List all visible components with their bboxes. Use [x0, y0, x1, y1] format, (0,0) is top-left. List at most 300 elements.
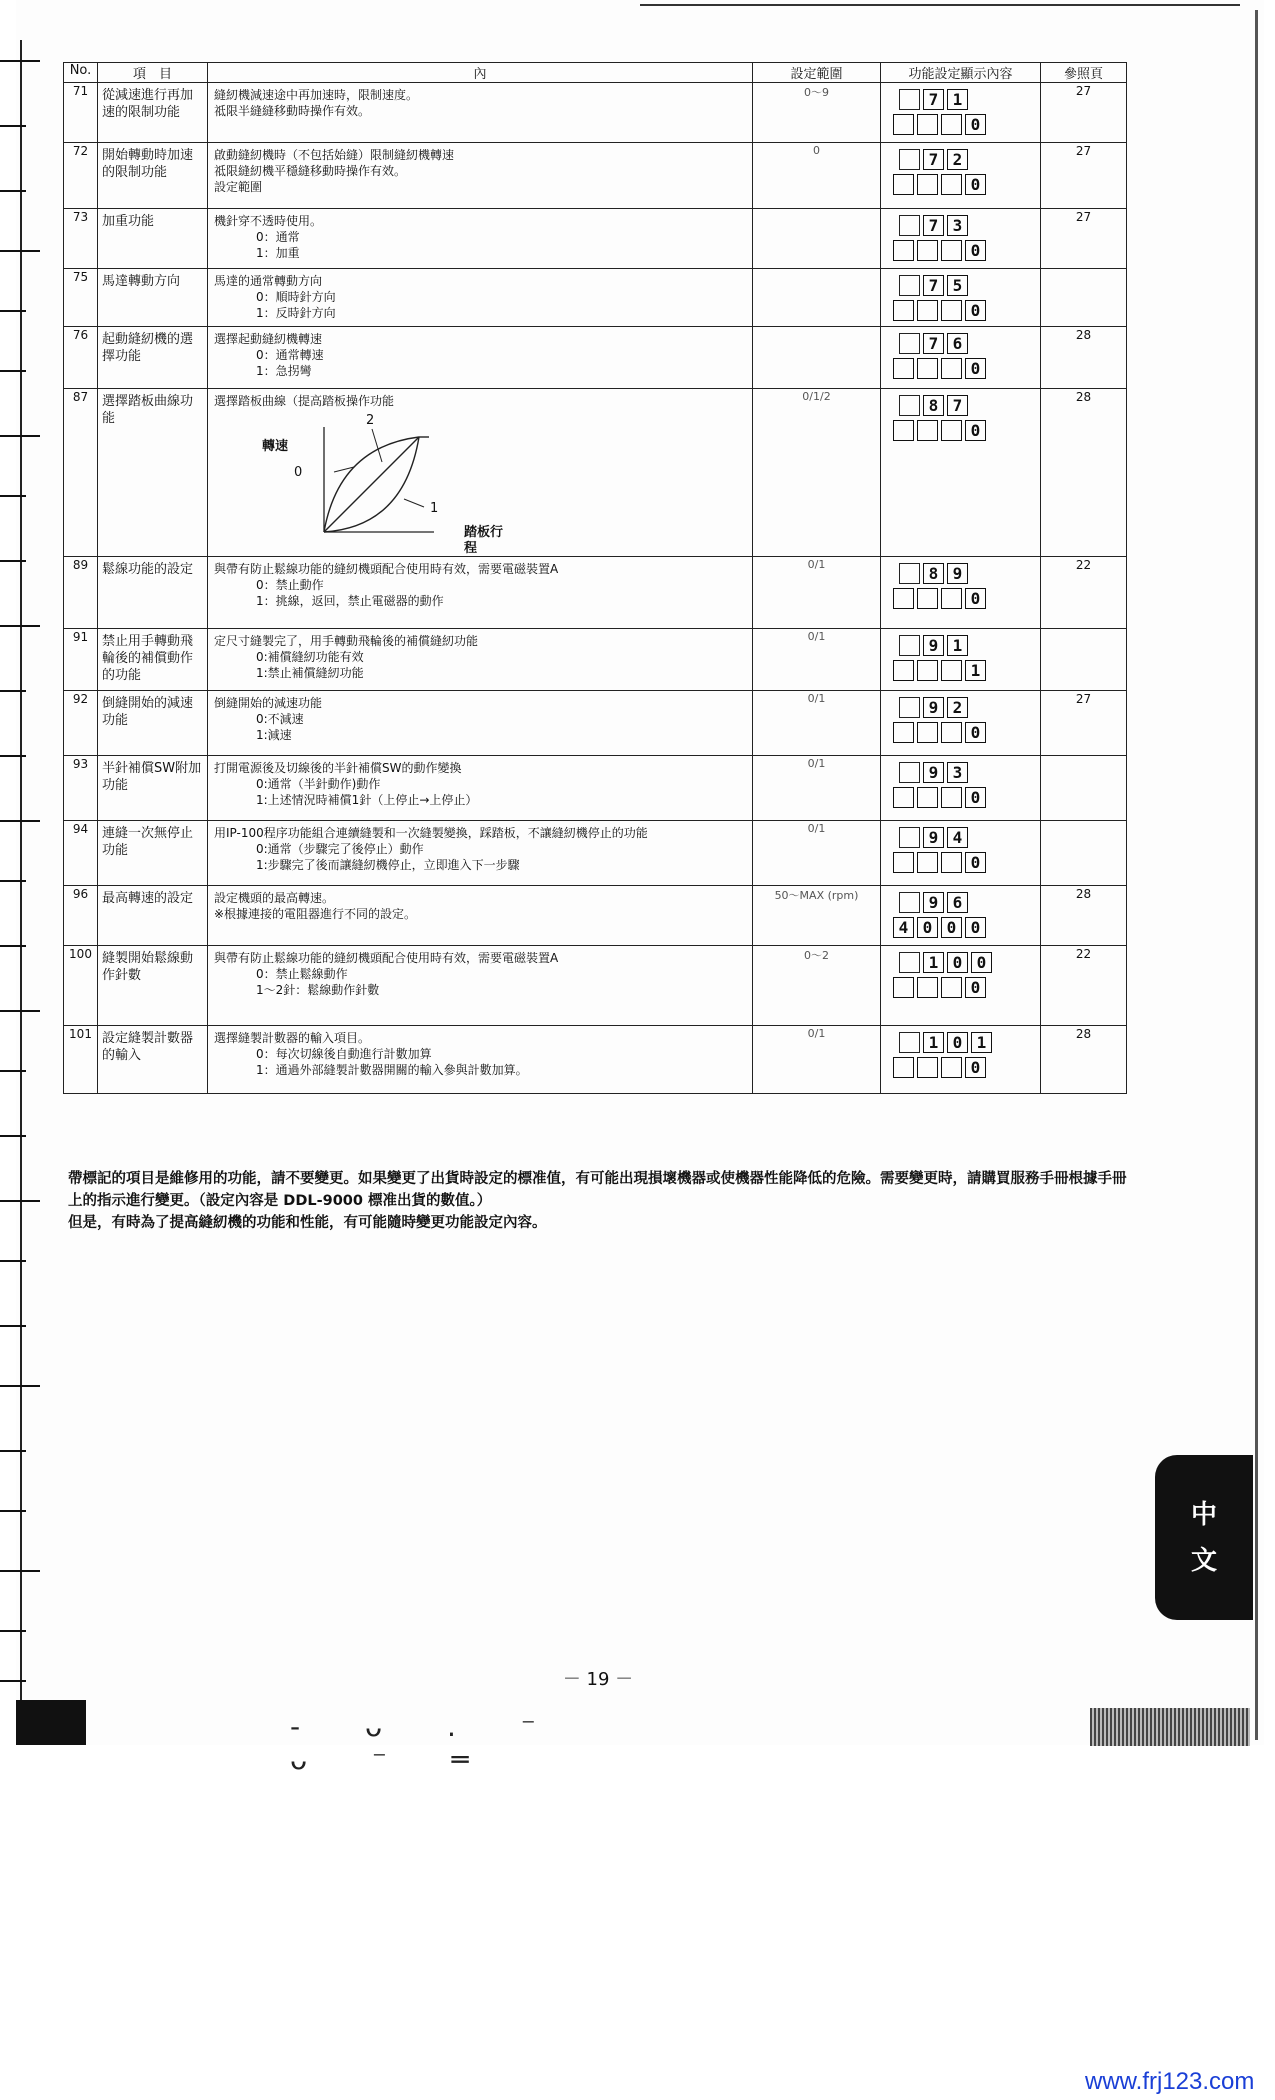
display-digit: 7	[923, 215, 944, 236]
option-line: 1：加重	[256, 246, 300, 260]
scan-artifact-right	[1090, 1708, 1250, 1746]
display-digit: 4	[893, 917, 914, 938]
row-content	[208, 327, 753, 389]
display-box-empty	[893, 977, 914, 998]
row-item: 縫製開始鬆線動作針數	[98, 946, 208, 1026]
content-line: 機針穿不透時使用。	[214, 214, 323, 228]
display-value-row	[893, 174, 1040, 195]
row-item: 禁止用手轉動飛輪後的補償動作的功能	[98, 629, 208, 691]
function-settings-table	[63, 62, 1127, 1094]
display-digit: 0	[941, 917, 962, 938]
option-line: 0:通常（半針動作)動作	[256, 777, 381, 791]
display-digit: 0	[947, 952, 968, 973]
display-box-empty	[893, 722, 914, 743]
display-digit: 9	[923, 635, 944, 656]
content-line: 倒縫開始的減速功能	[214, 696, 323, 710]
curve-0-label: 0	[294, 465, 303, 480]
content-line: 打開電源後及切線後的半針補償SW的動作變換	[214, 761, 462, 775]
binder-tick	[0, 125, 26, 127]
display-value-row	[893, 420, 1040, 441]
display-box-empty	[941, 787, 962, 808]
display-digit: 4	[947, 827, 968, 848]
display-box-empty	[917, 300, 938, 321]
display-code-row	[893, 215, 1040, 236]
table-row	[64, 1026, 1127, 1094]
display-box-empty	[917, 787, 938, 808]
row-number: 93	[64, 756, 98, 821]
row-item: 半針補償SW附加功能	[98, 756, 208, 821]
display-digit: 7	[923, 149, 944, 170]
row-item: 鬆線功能的設定	[98, 557, 208, 629]
display-code-row	[893, 827, 1040, 848]
display-box-empty	[917, 722, 938, 743]
row-ref-page: 28	[1041, 327, 1127, 389]
display-box-empty	[893, 787, 914, 808]
row-range: 0/1	[753, 821, 881, 886]
content-line: 定尺寸縫製完了，用手轉動飛輪後的補償縫紉功能	[214, 634, 479, 648]
note-1: 帶標記的項目是維修用的功能，請不要變更。如果變更了出貨時設定的標准值，有可能出現損壞機器或使機器性能降低的危險。需要變更時，請購買服務手冊根據手冊上的指示進行變更。（設定內容是 DDL-9000 標准出貨的數值。）	[68, 1171, 1127, 1209]
row-content	[208, 269, 753, 327]
scan-edge-top	[640, 4, 1240, 6]
col-ref: 參照頁	[1041, 63, 1127, 83]
table-row	[64, 886, 1127, 946]
row-ref-page: 28	[1041, 886, 1127, 946]
row-number: 73	[64, 209, 98, 269]
row-display	[881, 143, 1041, 209]
pedal-curve-diagram	[254, 413, 514, 556]
table-row	[64, 83, 1127, 143]
table-row	[64, 821, 1127, 886]
note-2: 但是，有時為了提高縫紉機的功能和性能，有可能隨時變更功能設定內容。	[68, 1215, 547, 1231]
language-tab	[1155, 1455, 1253, 1620]
display-box-empty	[899, 827, 920, 848]
binder-tick	[0, 190, 26, 192]
row-display	[881, 886, 1041, 946]
display-digit: 0	[965, 852, 986, 873]
display-value-row	[893, 660, 1040, 681]
display-box-empty	[899, 333, 920, 354]
row-content	[208, 143, 753, 209]
display-box-empty	[941, 588, 962, 609]
binder-tick	[0, 755, 26, 757]
curve-2-label: 2	[366, 413, 375, 428]
row-number: 76	[64, 327, 98, 389]
row-ref-page: 27	[1041, 83, 1127, 143]
col-range: 設定範圍	[753, 63, 881, 83]
option-line: 0：禁止動作	[256, 578, 324, 592]
display-code-row	[893, 275, 1040, 296]
display-digit: 5	[947, 275, 968, 296]
display-digit: 0	[965, 300, 986, 321]
display-digit: 0	[965, 240, 986, 261]
display-digit: 7	[947, 395, 968, 416]
binder-tick	[0, 495, 26, 497]
binder-tick	[0, 880, 26, 882]
row-display	[881, 1026, 1041, 1094]
page-number: － 19 －	[562, 1669, 634, 1690]
display-digit: 6	[947, 333, 968, 354]
display-box-empty	[941, 660, 962, 681]
content-line: 選擇起動縫紉機轉速	[214, 332, 323, 346]
row-content	[208, 756, 753, 821]
col-item: 項 目	[98, 63, 208, 83]
display-box-empty	[899, 395, 920, 416]
row-item: 倒縫開始的減速功能	[98, 691, 208, 756]
row-range: 0	[753, 143, 881, 209]
binder-tick	[0, 1385, 40, 1387]
table-row	[64, 629, 1127, 691]
display-box-empty	[899, 635, 920, 656]
display-digit: 0	[965, 588, 986, 609]
display-box-empty	[917, 114, 938, 135]
display-box-empty	[893, 300, 914, 321]
option-line: 0：順時針方向	[256, 290, 336, 304]
row-range: 0～2	[753, 946, 881, 1026]
display-value-row	[893, 722, 1040, 743]
row-content	[208, 389, 753, 557]
table-row	[64, 209, 1127, 269]
display-digit: 2	[947, 149, 968, 170]
display-digit: 0	[965, 420, 986, 441]
row-ref-page: 27	[1041, 691, 1127, 756]
language-tab-char-2: 文	[1190, 1545, 1217, 1576]
content-line: 選擇踏板曲線（提高踏板操作功能	[214, 394, 395, 408]
display-code-row	[893, 892, 1040, 913]
option-line: 0:補償縫紉功能有效	[256, 650, 364, 664]
display-digit: 0	[965, 1057, 986, 1078]
row-content	[208, 886, 753, 946]
row-item: 選擇踏板曲線功能	[98, 389, 208, 557]
content-line: 用IP-100程序功能組合連續縫製和一次縫製變換，踩踏板，不讓縫紉機停止的功能	[214, 826, 648, 840]
row-display	[881, 821, 1041, 886]
display-box-empty	[899, 275, 920, 296]
option-line: 1：反時針方向	[256, 306, 336, 320]
display-box-empty	[899, 89, 920, 110]
display-value-row	[893, 787, 1040, 808]
display-digit: 0	[965, 787, 986, 808]
display-box-empty	[941, 977, 962, 998]
display-box-empty	[899, 149, 920, 170]
display-box-empty	[899, 762, 920, 783]
row-display	[881, 691, 1041, 756]
display-digit: 0	[947, 1032, 968, 1053]
display-digit: 1	[923, 952, 944, 973]
display-digit: 1	[971, 1032, 992, 1053]
binder-tick	[0, 1450, 26, 1452]
display-box-empty	[899, 892, 920, 913]
display-box-empty	[899, 1032, 920, 1053]
display-box-empty	[941, 358, 962, 379]
row-display	[881, 946, 1041, 1026]
row-number: 87	[64, 389, 98, 557]
row-number: 94	[64, 821, 98, 886]
option-line: 1：挑線，返回，禁止電磁器的動作	[256, 594, 444, 608]
display-box-empty	[917, 358, 938, 379]
option-line: 1：急拐彎	[256, 364, 312, 378]
display-digit: 2	[947, 697, 968, 718]
content-line: 啟動縫紉機時（不包括始縫）限制縫紉機轉速	[214, 148, 455, 162]
display-digit: 9	[923, 827, 944, 848]
display-code-row	[893, 333, 1040, 354]
display-code-row	[893, 952, 1040, 973]
content-line: 縫紉機減速途中再加速時，限制速度。	[214, 88, 419, 102]
binder-tick	[0, 560, 26, 562]
row-ref-page: 22	[1041, 946, 1127, 1026]
row-item: 從減速進行再加速的限制功能	[98, 83, 208, 143]
row-range: 0/1	[753, 557, 881, 629]
display-digit: 0	[965, 114, 986, 135]
row-number: 92	[64, 691, 98, 756]
row-display	[881, 756, 1041, 821]
binder-tick	[0, 1325, 26, 1327]
display-box-empty	[917, 852, 938, 873]
content-line: 設定範圍	[214, 180, 263, 194]
display-value-row	[893, 588, 1040, 609]
table-row	[64, 327, 1127, 389]
row-ref-page	[1041, 269, 1127, 327]
display-digit: 0	[971, 952, 992, 973]
option-line: 1:禁止補償縫紉功能	[256, 666, 364, 680]
display-code-row	[893, 635, 1040, 656]
table-row	[64, 389, 1127, 557]
display-box-empty	[941, 852, 962, 873]
language-tab-char-1: 中	[1190, 1499, 1217, 1530]
content-line: 與帶有防止鬆線功能的縫紉機頭配合使用時有效，需要電磁裝置A	[214, 562, 559, 576]
option-line: 1～2針：鬆線動作針數	[256, 983, 380, 997]
binder-tick	[0, 1510, 26, 1512]
display-value-row	[893, 977, 1040, 998]
content-line: 祗限半縫縫移動時操作有效。	[214, 104, 371, 118]
row-display	[881, 269, 1041, 327]
col-no: No.	[64, 63, 98, 83]
row-number: 75	[64, 269, 98, 327]
display-box-empty	[917, 588, 938, 609]
binder-tick	[0, 1135, 26, 1137]
display-box-empty	[941, 300, 962, 321]
display-digit: 7	[923, 89, 944, 110]
display-box-empty	[893, 852, 914, 873]
row-item: 馬達轉動方向	[98, 269, 208, 327]
display-digit: 0	[965, 722, 986, 743]
row-number: 71	[64, 83, 98, 143]
row-number: 101	[64, 1026, 98, 1094]
display-box-empty	[917, 240, 938, 261]
row-display	[881, 389, 1041, 557]
row-item: 最高轉速的設定	[98, 886, 208, 946]
row-range: 0/1	[753, 629, 881, 691]
display-box-empty	[941, 240, 962, 261]
display-digit: 1	[947, 635, 968, 656]
binder-margin	[0, 40, 48, 1740]
display-digit: 6	[947, 892, 968, 913]
display-code-row	[893, 697, 1040, 718]
row-item: 加重功能	[98, 209, 208, 269]
row-content	[208, 557, 753, 629]
row-ref-page	[1041, 629, 1127, 691]
display-box-empty	[893, 1057, 914, 1078]
row-range: 0/1	[753, 1026, 881, 1094]
display-digit: 8	[923, 395, 944, 416]
row-content	[208, 691, 753, 756]
row-range	[753, 327, 881, 389]
display-box-empty	[941, 420, 962, 441]
binder-tick	[0, 435, 40, 437]
display-value-row	[893, 917, 1040, 938]
table-row	[64, 269, 1127, 327]
y-axis-label: 轉速	[262, 439, 289, 454]
row-item: 連縫一次無停止功能	[98, 821, 208, 886]
option-line: 0:不減速	[256, 712, 304, 726]
row-range	[753, 269, 881, 327]
content-line: 祗限縫紉機平穩縫移動時操作有效。	[214, 164, 407, 178]
display-box-empty	[899, 952, 920, 973]
row-item: 開始轉動時加速的限制功能	[98, 143, 208, 209]
row-number: 72	[64, 143, 98, 209]
display-box-empty	[899, 697, 920, 718]
row-content	[208, 946, 753, 1026]
binder-tick	[0, 1070, 26, 1072]
display-box-empty	[917, 660, 938, 681]
display-box-empty	[917, 420, 938, 441]
row-ref-page: 27	[1041, 209, 1127, 269]
scan-artifact-left	[16, 1700, 86, 1745]
row-number: 89	[64, 557, 98, 629]
option-line: 1：通過外部縫製計數器開關的輸入參與計數加算。	[256, 1063, 528, 1077]
row-content	[208, 1026, 753, 1094]
website-link[interactable]: www.frj123.com	[1085, 2068, 1255, 2095]
display-code-row	[893, 395, 1040, 416]
display-box-empty	[941, 114, 962, 135]
option-line: 0：每次切線後自動進行計數加算	[256, 1047, 432, 1061]
option-line: 1:減速	[256, 728, 292, 742]
table-row	[64, 557, 1127, 629]
row-range: 0/1	[753, 756, 881, 821]
binder-tick	[0, 1260, 26, 1262]
binder-tick	[0, 690, 26, 692]
display-digit: 0	[965, 358, 986, 379]
binder-tick	[0, 60, 40, 62]
display-box-empty	[941, 1057, 962, 1078]
blurred-marks: - ᴗ . ⁻ ᴗ ⁻ ═	[290, 1710, 564, 1776]
col-display: 功能設定顯示內容	[881, 63, 1041, 83]
display-value-row	[893, 300, 1040, 321]
display-box-empty	[917, 977, 938, 998]
option-line: 0：禁止鬆線動作	[256, 967, 348, 981]
row-content	[208, 209, 753, 269]
row-ref-page: 28	[1041, 1026, 1127, 1094]
display-box-empty	[899, 215, 920, 236]
binder-tick	[0, 1630, 26, 1632]
display-value-row	[893, 1057, 1040, 1078]
display-code-row	[893, 762, 1040, 783]
row-display	[881, 327, 1041, 389]
display-digit: 0	[965, 174, 986, 195]
binder-tick	[0, 1570, 40, 1572]
display-box-empty	[893, 174, 914, 195]
row-ref-page: 27	[1041, 143, 1127, 209]
option-line: 1:步驟完了後而讓縫紉機停止，立即進入下一步驟	[256, 858, 520, 872]
row-ref-page	[1041, 821, 1127, 886]
row-range: 50～MAX (rpm)	[753, 886, 881, 946]
curve-1-label: 1	[430, 501, 439, 516]
binder-tick	[0, 945, 26, 947]
row-display	[881, 557, 1041, 629]
display-box-empty	[917, 174, 938, 195]
binder-tick	[0, 625, 40, 627]
row-ref-page: 28	[1041, 389, 1127, 557]
display-digit: 0	[917, 917, 938, 938]
display-box-empty	[917, 1057, 938, 1078]
content-line: 與帶有防止鬆線功能的縫紉機頭配合使用時有效，需要電磁裝置A	[214, 951, 559, 965]
row-content	[208, 821, 753, 886]
row-display	[881, 83, 1041, 143]
display-digit: 9	[923, 762, 944, 783]
row-content	[208, 629, 753, 691]
option-line: 0：通常	[256, 230, 300, 244]
content-line: 設定機頭的最高轉速。	[214, 891, 335, 905]
display-digit: 3	[947, 762, 968, 783]
row-number: 96	[64, 886, 98, 946]
row-ref-page: 22	[1041, 557, 1127, 629]
row-range: 0/1	[753, 691, 881, 756]
display-digit: 9	[947, 563, 968, 584]
display-digit: 0	[965, 917, 986, 938]
display-digit: 8	[923, 563, 944, 584]
display-box-empty	[893, 660, 914, 681]
display-box-empty	[893, 420, 914, 441]
display-value-row	[893, 240, 1040, 261]
row-display	[881, 209, 1041, 269]
display-value-row	[893, 852, 1040, 873]
row-display	[881, 629, 1041, 691]
binder-tick	[0, 1200, 40, 1202]
display-box-empty	[893, 114, 914, 135]
binder-tick	[0, 250, 40, 252]
display-box-empty	[893, 588, 914, 609]
row-range: 0～9	[753, 83, 881, 143]
display-code-row	[893, 563, 1040, 584]
content-line: ※根據連接的電阻器進行不同的設定。	[214, 907, 417, 921]
row-item: 起動縫紉機的選擇功能	[98, 327, 208, 389]
binder-tick	[0, 370, 26, 372]
option-line: 0:通常（步驟完了後停止）動作	[256, 842, 424, 856]
row-number: 91	[64, 629, 98, 691]
display-digit: 9	[923, 892, 944, 913]
row-content	[208, 83, 753, 143]
display-digit: 1	[923, 1032, 944, 1053]
content-line: 選擇縫製計數器的輸入項目。	[214, 1031, 371, 1045]
binder-tick	[0, 1010, 40, 1012]
display-digit: 1	[965, 660, 986, 681]
display-code-row	[893, 1032, 1040, 1053]
display-box-empty	[893, 240, 914, 261]
display-box-empty	[899, 563, 920, 584]
scan-edge-right	[1255, 10, 1258, 1740]
row-item: 設定縫製計數器的輸入	[98, 1026, 208, 1094]
binder-tick	[0, 1680, 26, 1682]
content-line: 馬達的通常轉動方向	[214, 274, 323, 288]
display-value-row	[893, 358, 1040, 379]
display-digit: 7	[923, 275, 944, 296]
option-line: 0：通常轉速	[256, 348, 324, 362]
display-digit: 3	[947, 215, 968, 236]
option-line: 1:上述情況時補償1針（上停止→上停止）	[256, 793, 478, 807]
display-digit: 1	[947, 89, 968, 110]
binder-tick	[0, 820, 40, 822]
display-digit: 9	[923, 697, 944, 718]
table-row	[64, 143, 1127, 209]
display-box-empty	[893, 358, 914, 379]
